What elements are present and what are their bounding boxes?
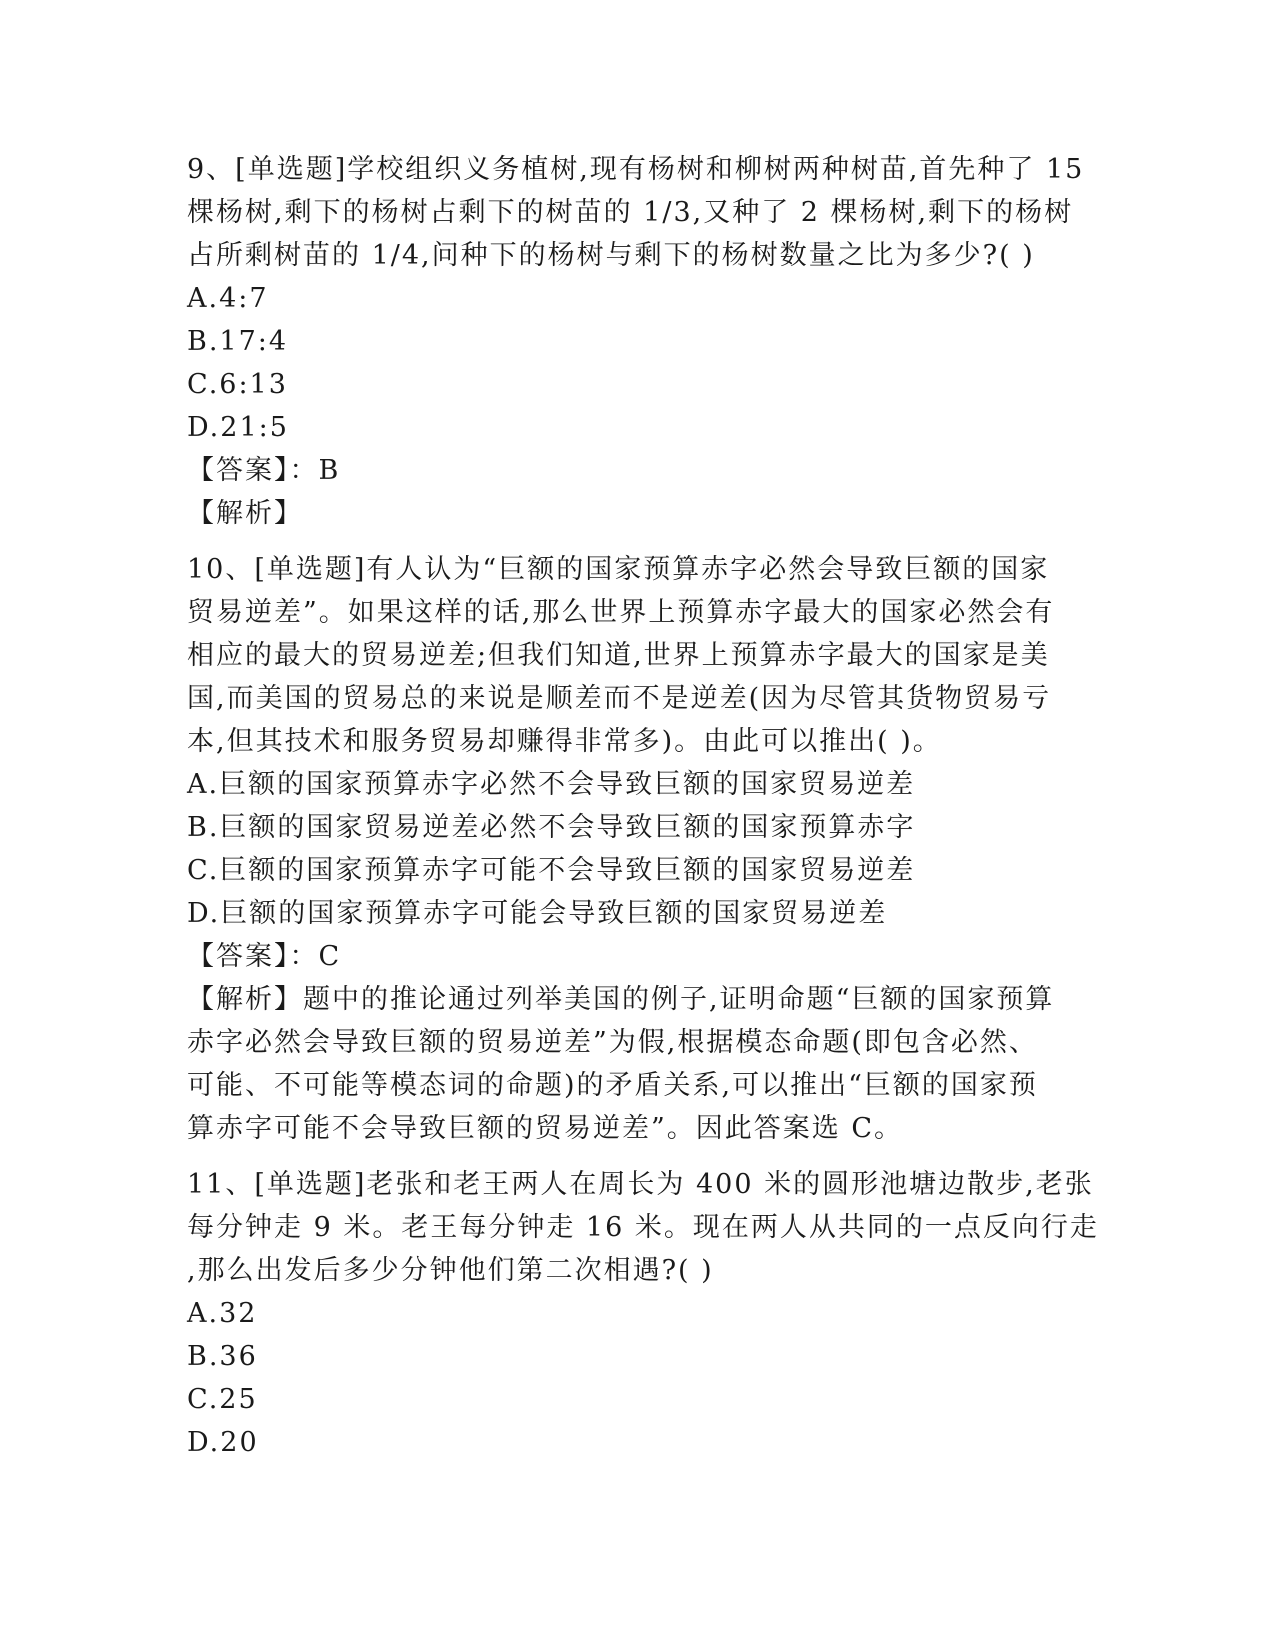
analysis-line: 算赤字可能不会导致巨额的贸易逆差”。因此答案选 C。: [187, 1113, 904, 1144]
question-9: [187, 148, 1087, 535]
question-11: [187, 1163, 1099, 1464]
question-stem-line: 10、[单选题]有人认为“巨额的国家预算赤字必然会导致巨额的国家: [187, 554, 1050, 585]
question-stem-line: 9、[单选题]学校组织义务植树,现有杨树和柳树两种树苗,首先种了 15: [187, 154, 1085, 185]
answer-line: 【答案】：B: [187, 455, 341, 486]
option-d: D.21:5: [187, 412, 289, 443]
option-a: A.巨额的国家预算赤字必然不会导致巨额的国家贸易逆差: [187, 769, 916, 800]
analysis-line: 赤字必然会导致巨额的贸易逆差”为假,根据模态命题(即包含必然、: [187, 1027, 1038, 1058]
question-stem-line: 棵杨树,剩下的杨树占剩下的树苗的 1/3,又种了 2 棵杨树,剩下的杨树: [187, 197, 1074, 228]
option-a: A.32: [187, 1298, 258, 1329]
option-d: D.20: [187, 1427, 259, 1458]
question-stem-line: 本,但其技术和服务贸易却赚得非常多)。由此可以推出( )。: [187, 726, 942, 757]
question-stem-line: 国,而美国的贸易总的来说是顺差而不是逆差(因为尽管其货物贸易亏: [187, 683, 1052, 714]
question-10: [187, 548, 1087, 1150]
question-stem-line: 贸易逆差”。如果这样的话,那么世界上预算赤字最大的国家必然会有: [187, 597, 1055, 628]
analysis-line: 【解析】: [187, 498, 303, 529]
document-page: [187, 148, 1099, 1464]
analysis-line: 【解析】题中的推论通过列举美国的例子,证明命题“巨额的国家预算: [187, 984, 1055, 1015]
option-b: B.巨额的国家贸易逆差必然不会导致巨额的国家预算赤字: [187, 812, 916, 843]
option-c: C.25: [187, 1384, 258, 1415]
option-b: B.36: [187, 1341, 258, 1372]
question-stem-line: 11、[单选题]老张和老王两人在周长为 400 米的圆形池塘边散步,老张: [187, 1169, 1094, 1200]
option-c: C.6:13: [187, 369, 288, 400]
answer-line: 【答案】：C: [187, 941, 342, 972]
analysis-line: 可能、不可能等模态词的命题)的矛盾关系,可以推出“巨额的国家预: [187, 1070, 1038, 1101]
option-d: D.巨额的国家预算赤字可能会导致巨额的国家贸易逆差: [187, 898, 888, 929]
question-stem-line: ,那么出发后多少分钟他们第二次相遇?( ): [187, 1255, 714, 1286]
option-a: A.4:7: [187, 283, 269, 314]
option-b: B.17:4: [187, 326, 289, 357]
question-stem-line: 占所剩树苗的 1/4,问种下的杨树与剩下的杨树数量之比为多少?( ): [187, 240, 1035, 271]
option-c: C.巨额的国家预算赤字可能不会导致巨额的国家贸易逆差: [187, 855, 916, 886]
question-stem-line: 每分钟走 9 米。老王每分钟走 16 米。现在两人从共同的一点反向行走: [187, 1212, 1099, 1243]
question-stem-line: 相应的最大的贸易逆差;但我们知道,世界上预算赤字最大的国家是美: [187, 640, 1050, 671]
